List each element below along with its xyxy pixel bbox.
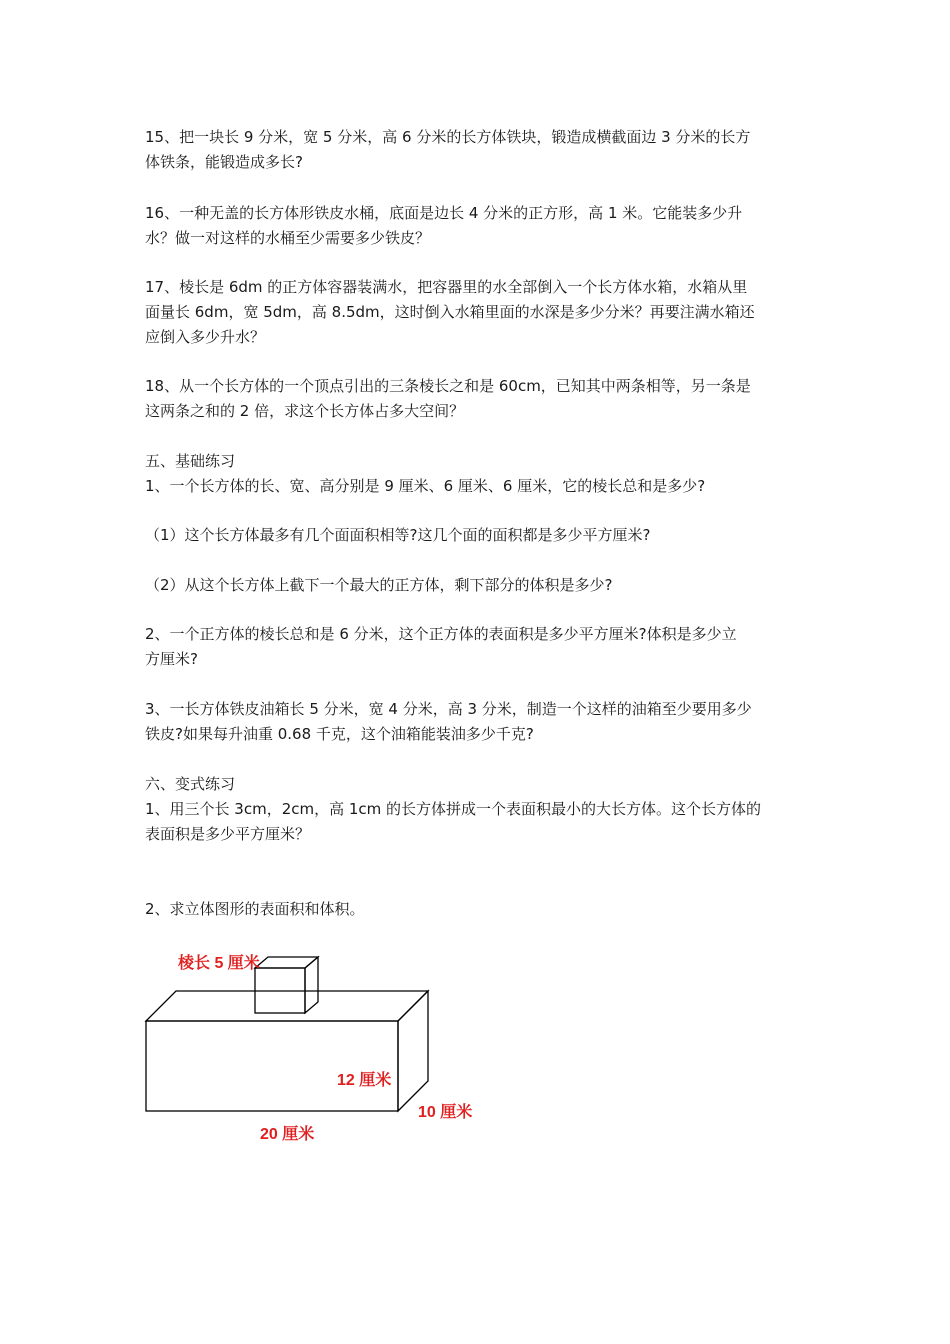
section-6-question-2: 2、求立体图形的表面积和体积。 [145,900,365,918]
cube-top-face [255,957,318,968]
question-15-line-2: 体铁条，能锻造成多长? [145,153,303,171]
section-5-question-1b: （2）从这个长方体上截下一个最大的正方体，剩下部分的体积是多少? [145,576,613,594]
section-5-question-1: 1、一个长方体的长、宽、高分别是 9 厘米、6 厘米、6 厘米，它的棱长总和是多少? [145,477,706,495]
depth-label: 10 厘米 [418,1104,473,1121]
section-6-heading: 六、变式练习 [145,775,236,793]
section-5-heading: 五、基础练习 [145,452,236,470]
question-17-line-2: 面量长 6dm，宽 5dm，高 8.5dm，这时倒入水箱里面的水深是多少分米？再要注满水箱还 [145,303,755,321]
cube-edge-label: 棱长 5 厘米 [178,955,260,972]
cube-side-face [305,957,318,1013]
section-5-question-2-line-1: 2、一个正方体的棱长总和是 6 分米，这个正方体的表面积是多少平方厘米?体积是多少立 [145,625,737,643]
section-5-question-3-line-2: 铁皮?如果每升油重 0.68 千克，这个油箱能装油多少千克? [145,725,534,743]
question-17-line-3: 应倒入多少升水？ [145,328,266,346]
section-6-question-1-line-1: 1、用三个长 3cm，2cm，高 1cm 的长方体拼成一个表面积最小的大长方体。这个长方体的 [145,800,762,818]
section-5-question-1a: （1）这个长方体最多有几个面面积相等?这几个面的面积都是多少平方厘米? [145,526,651,544]
question-15-line-1: 15、把一块长 9 分米，宽 5 分米，高 6 分米的长方体铁块，锻造成横截面边 3 分米的长方 [145,128,751,146]
section-5-question-2-line-2: 方厘米? [145,650,198,668]
box-top-face [146,991,428,1021]
box-side-face [398,991,428,1111]
question-17-line-1: 17、棱长是 6dm 的正方体容器装满水，把容器里的水全部倒入一个长方体水箱，水箱从里 [145,278,748,296]
question-18-line-1: 18、从一个长方体的一个顶点引出的三条棱长之和是 60cm，已知其中两条相等，另一条是 [145,377,751,395]
length-label: 20 厘米 [260,1126,315,1143]
section-6-question-1-line-2: 表面积是多少平方厘米？ [145,825,311,843]
question-16-line-2: 水？做一对这样的水桶至少需要多少铁皮？ [145,229,431,247]
height-label: 12 厘米 [337,1072,392,1089]
box-front-face [146,1021,398,1111]
section-5-question-3-line-1: 3、一长方体铁皮油箱长 5 分米，宽 4 分米，高 3 分米，制造一个这样的油箱至少要用多少 [145,700,752,718]
question-18-line-2: 这两条之和的 2 倍，求这个长方体占多大空间？ [145,402,465,420]
question-16-line-1: 16、一种无盖的长方体形铁皮水桶，底面是边长 4 分米的正方形，高 1 米。它能装多少升 [145,204,743,222]
